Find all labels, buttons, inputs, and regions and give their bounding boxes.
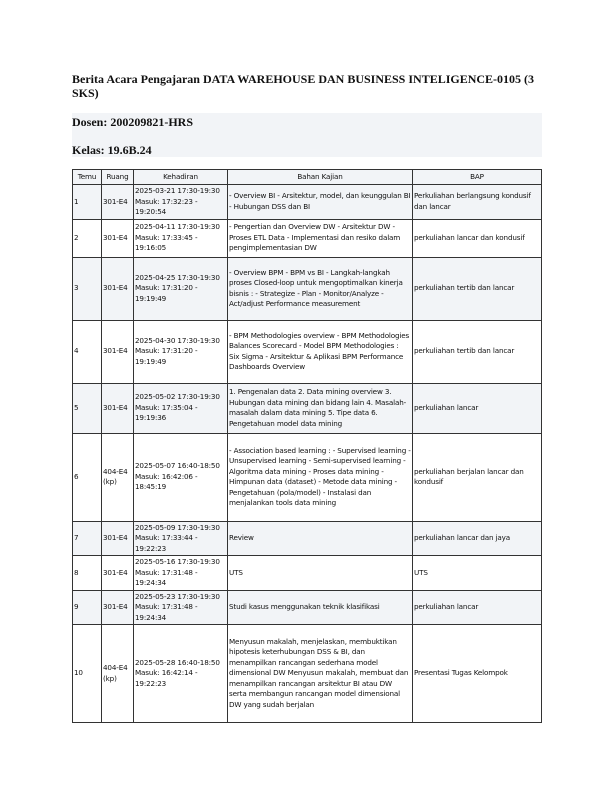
table-row [73,433,542,521]
temu-cell [73,625,102,723]
temu-cell [73,556,102,591]
ruang-ruang-text: 301-E4 [103,402,128,412]
temu-cell [73,185,102,220]
kelas-label: Kelas: 19.6B.24 [72,143,152,157]
kehadiran-jadwal-text: 2025-05-28 16:40-18:50 [135,657,220,667]
temu-cell [73,219,102,257]
ruang-ruang-text: 301-E4 [103,533,128,542]
temu-cell [73,590,102,625]
kehadiran-cell [134,185,228,220]
dosen-section [72,113,542,142]
bahan-kajian-bahan-text: - Pengertian dan Overview DW - Arsitektur DW - Proses ETL Data - Implementasi dan resiko dalam pengimplementasian DW [229,222,401,253]
bap-bap-text: perkuliahan berjalan lancar dan kondusif [414,466,524,486]
kehadiran-masuk-text: Masuk: 17:31:20 - 19:19:49 [135,283,198,303]
bahan-kajian-bahan-text: - BPM Methodologies overview - BPM Methodologies Balances Scorecard - Model BPM Methodologies : Six Sigma - Arsitektur & Aplikasi BPM Performance Dashboards Overview [229,330,410,371]
bahan-kajian-cell [228,433,413,521]
bap-bap-text: Perkuliahan berlangsung kondusif dan lancar [414,191,531,211]
kelas-section [72,141,542,157]
kehadiran-cell [134,556,228,591]
temu-temu-text: 5 [74,402,79,412]
bahan-kajian-bahan-text: - Association based learning : - Supervised learning - Unsupervised learning - Semi-supervised learning - Algoritma data mining - Proses data mining - Himpunan data (dataset) - Metode data mining - Pengetahuan (pola/model) - Instalasi dan menjalankan tools data mining [229,445,411,507]
bap-cell [413,521,542,556]
kehadiran-masuk-text: Masuk: 17:31:48 - 19:24:34 [135,602,198,622]
bahan-kajian-cell [228,590,413,625]
ruang-ruang-text: 301-E4 [103,283,128,293]
ruang-ruang-text: 301-E4 [103,232,128,242]
bahan-kajian-cell [228,556,413,591]
kehadiran-jadwal-text: 2025-05-09 17:30-19:30 [135,522,220,532]
kehadiran-cell [134,433,228,521]
bap-bap-text: perkuliahan lancar [414,402,479,412]
table-row [73,257,542,320]
kehadiran-cell [134,383,228,433]
ruang-cell [102,320,134,383]
kehadiran-jadwal-text: 2025-05-02 17:30-19:30 [135,392,220,402]
temu-temu-text: 2 [74,232,79,242]
bap-cell [413,590,542,625]
temu-temu-text: 9 [74,602,79,611]
bahan-kajian-bahan-text: Studi kasus menggunakan teknik klasifikasi [229,602,380,611]
bap-cell [413,219,542,257]
col-kehadiran: Kehadiran [134,170,228,185]
bap-bap-text: Presentasi Tugas Kelompok [414,668,508,678]
bahan-kajian-bahan-text: - Overview BI - Arsitektur, model, dan keunggulan BI - Hubungan DSS dan BI [229,191,411,211]
bap-cell [413,185,542,220]
bahan-kajian-bahan-text: - Overview BPM - BPM vs BI - Langkah-langkah proses Closed-loop untuk mengoptimalkan kinerja bisnis : - Strategize - Plan - Monitor/Analyze - Act/adjust Performance measurement [229,267,403,308]
ruang-cell [102,590,134,625]
ruang-ruang-text: 301-E4 [103,346,128,356]
ruang-ruang-text: 301-E4 [103,196,128,206]
bap-bap-text: perkuliahan tertib dan lancar [414,346,515,356]
temu-cell [73,383,102,433]
kehadiran-masuk-text: Masuk: 17:35:04 - 19:19:36 [135,402,198,423]
ruang-cell [102,556,134,591]
bap-cell [413,257,542,320]
kehadiran-cell [134,219,228,257]
kehadiran-masuk-text: Masuk: 17:33:44 - 19:22:23 [135,533,198,553]
kehadiran-masuk-text: Masuk: 16:42:14 - 19:22:23 [135,668,198,688]
ruang-cell [102,433,134,521]
kehadiran-cell [134,590,228,625]
table-row [73,590,542,625]
kehadiran-jadwal-text: 2025-05-16 17:30-19:30 [135,557,220,566]
bap-bap-text: perkuliahan lancar [414,602,479,611]
kehadiran-masuk-text: Masuk: 17:31:48 - 19:24:34 [135,567,198,587]
temu-temu-text: 6 [74,471,79,481]
table-row [73,320,542,383]
bahan-kajian-bahan-text: 1. Pengenalan data 2. Data mining overview 3. Hubungan data mining dan bidang lain 4. Masalah-masalah dalam data mining 5. Tipe data 6. Pengetahuan model data mining [229,387,407,428]
ruang-cell [102,383,134,433]
bahan-kajian-cell [228,257,413,320]
temu-temu-text: 4 [74,346,79,356]
kehadiran-cell [134,625,228,723]
bap-cell [413,320,542,383]
kehadiran-jadwal-text: 2025-03-21 17:30-19:30 [135,186,220,195]
col-bap: BAP [413,170,542,185]
kehadiran-jadwal-text: 2025-05-23 17:30-19:30 [135,591,220,601]
temu-temu-text: 1 [74,196,79,206]
bap-bap-text: perkuliahan tertib dan lancar [414,283,515,293]
table-row [73,185,542,220]
ruang-ruang-text: 301-E4 [103,567,128,577]
bahan-kajian-bahan-text: UTS [229,567,243,577]
table-row [73,219,542,257]
temu-cell [73,433,102,521]
dosen-label: Dosen: 200209821-HRS [72,115,194,129]
kehadiran-cell [134,257,228,320]
temu-cell [73,521,102,556]
kehadiran-cell [134,320,228,383]
table-row [73,383,542,433]
bahan-kajian-bahan-text: Review [229,533,254,542]
bap-cell [413,383,542,433]
ruang-cell [102,625,134,723]
bahan-kajian-cell [228,625,413,723]
ruang-cell [102,521,134,556]
temu-temu-text: 10 [74,668,83,678]
table-row [73,625,542,723]
bap-cell [413,433,542,521]
temu-temu-text: 3 [74,283,79,293]
kehadiran-jadwal-text: 2025-04-30 17:30-19:30 [135,335,220,345]
document-title: Berita Acara Pengajaran DATA WAREHOUSE DAN BUSINESS INTELIGENCE-0105 (3 SKS) [72,72,535,100]
table-row [73,556,542,591]
kehadiran-jadwal-text: 2025-05-07 16:40-18:50 [135,461,220,471]
bahan-kajian-cell [228,521,413,556]
bahan-kajian-cell [228,383,413,433]
col-ruang: Ruang [102,170,134,185]
bap-bap-text: UTS [414,567,428,577]
attendance-table [72,169,542,723]
ruang-ruang-text: 404-E4 (kp) [103,663,128,683]
kehadiran-jadwal-text: 2025-04-25 17:30-19:30 [135,272,220,282]
bahan-kajian-cell [228,219,413,257]
kehadiran-jadwal-text: 2025-04-11 17:30-19:30 [135,222,220,232]
ruang-ruang-text: 301-E4 [103,602,128,611]
bahan-kajian-cell [228,185,413,220]
bahan-kajian-cell [228,320,413,383]
kehadiran-masuk-text: Masuk: 17:33:45 - 19:16:05 [135,232,198,253]
bahan-kajian-bahan-text: Menyusun makalah, menjelaskan, membuktikan hipotesis keterhubungan DSS & BI, dan menampilkan rancangan sederhana model dimensional DW Menyusun makalah, membuat dan menampilkan rancangan arsitektur BI atau DW serta membangun rancangan model dimensional DW yang sudah berjalan [229,636,409,709]
temu-cell [73,257,102,320]
ruang-cell [102,257,134,320]
kehadiran-masuk-text: Masuk: 16:42:06 - 18:45:19 [135,471,198,492]
table-header-row [73,170,542,185]
col-temu: Temu [73,170,102,185]
bap-bap-text: perkuliahan lancar dan jaya [414,533,511,542]
temu-temu-text: 7 [74,533,79,542]
temu-temu-text: 8 [74,567,79,577]
col-bahan-kajian: Bahan Kajian [228,170,413,185]
table-row [73,521,542,556]
bap-cell [413,556,542,591]
kehadiran-cell [134,521,228,556]
ruang-ruang-text: 404-E4 (kp) [103,466,128,486]
ruang-cell [102,219,134,257]
bap-cell [413,625,542,723]
kehadiran-masuk-text: Masuk: 17:32:23 - 19:20:54 [135,196,198,216]
kehadiran-masuk-text: Masuk: 17:31:20 - 19:19:49 [135,346,198,366]
temu-cell [73,320,102,383]
bap-bap-text: perkuliahan lancar dan kondusif [414,232,525,242]
ruang-cell [102,185,134,220]
